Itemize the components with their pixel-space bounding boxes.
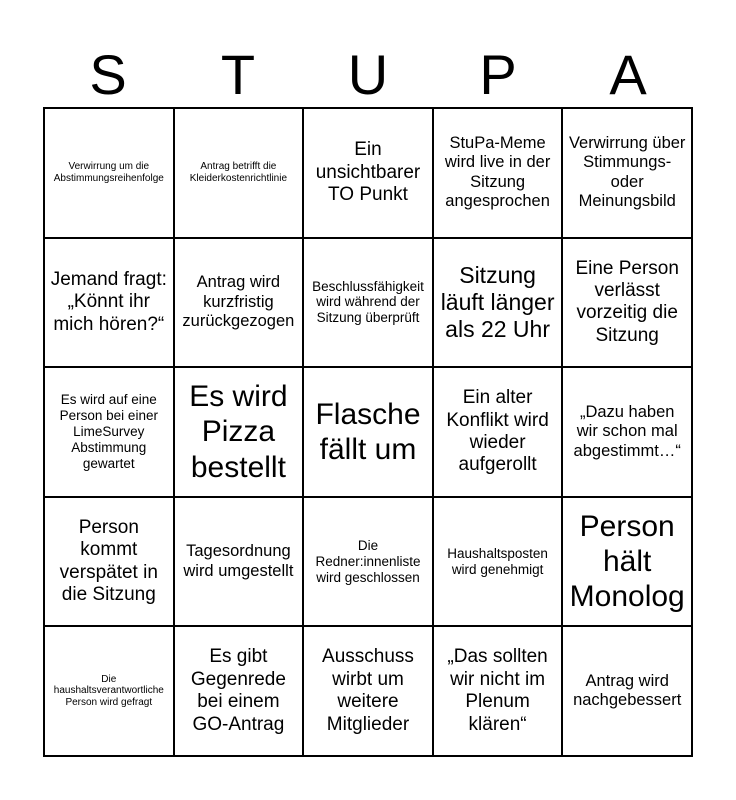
bingo-cell[interactable]: Jemand fragt: „Könnt ihr mich hören?“ — [44, 238, 174, 368]
bingo-header — [43, 42, 693, 108]
header-letter-p: P — [479, 43, 517, 106]
bingo-cell[interactable]: Es wird auf eine Person bei einer LimeSurvey Abstimmung gewartet — [44, 367, 174, 497]
bingo-cell[interactable]: Flasche fällt um — [303, 367, 433, 497]
header-letter-t: T — [220, 43, 256, 106]
bingo-cell[interactable]: Es gibt Gegenrede bei einem GO-Antrag — [174, 626, 304, 756]
header-letter-s: S — [89, 43, 127, 106]
bingo-cell[interactable]: Person hält Monolog — [562, 497, 692, 627]
bingo-cell[interactable]: „Dazu haben wir schon mal abgestimmt…“ — [562, 367, 692, 497]
bingo-cell[interactable]: Person kommt verspätet in die Sitzung — [44, 497, 174, 627]
bingo-cell[interactable]: Eine Person verlässt vorzeitig die Sitzung — [562, 238, 692, 368]
header-letter-u: U — [347, 43, 389, 106]
bingo-grid — [43, 107, 693, 757]
bingo-cell[interactable]: Sitzung läuft länger als 22 Uhr — [433, 238, 563, 368]
bingo-cell[interactable]: Ein unsichtbarer TO Punkt — [303, 108, 433, 238]
bingo-cell[interactable]: Antrag wird kurzfristig zurückgezogen — [174, 238, 304, 368]
bingo-cell[interactable]: Es wird Pizza bestellt — [174, 367, 304, 497]
bingo-cell[interactable]: Antrag wird nachgebessert — [562, 626, 692, 756]
bingo-cell[interactable]: Antrag betrifft die Kleiderkostenrichtlinie — [174, 108, 304, 238]
bingo-cell[interactable]: Ausschuss wirbt um weitere Mitglieder — [303, 626, 433, 756]
bingo-cell[interactable]: Ein alter Konflikt wird wieder aufgerollt — [433, 367, 563, 497]
bingo-cell[interactable]: Die Redner:innenliste wird geschlossen — [303, 497, 433, 627]
bingo-cell[interactable]: StuPa-Meme wird live in der Sitzung angesprochen — [433, 108, 563, 238]
bingo-cell[interactable]: Die haushaltsverantwortliche Person wird gefragt — [44, 626, 174, 756]
bingo-cell[interactable]: Haushaltsposten wird genehmigt — [433, 497, 563, 627]
bingo-cell[interactable]: Beschlussfähigkeit wird während der Sitzung überprüft — [303, 238, 433, 368]
header-letter-a: A — [609, 43, 647, 106]
bingo-cell[interactable]: Verwirrung um die Abstimmungsreihenfolge — [44, 108, 174, 238]
bingo-cell[interactable]: Verwirrung über Stimmungs- oder Meinungsbild — [562, 108, 692, 238]
bingo-cell[interactable]: „Das sollten wir nicht im Plenum klären“ — [433, 626, 563, 756]
bingo-cell[interactable]: Tagesordnung wird umgestellt — [174, 497, 304, 627]
